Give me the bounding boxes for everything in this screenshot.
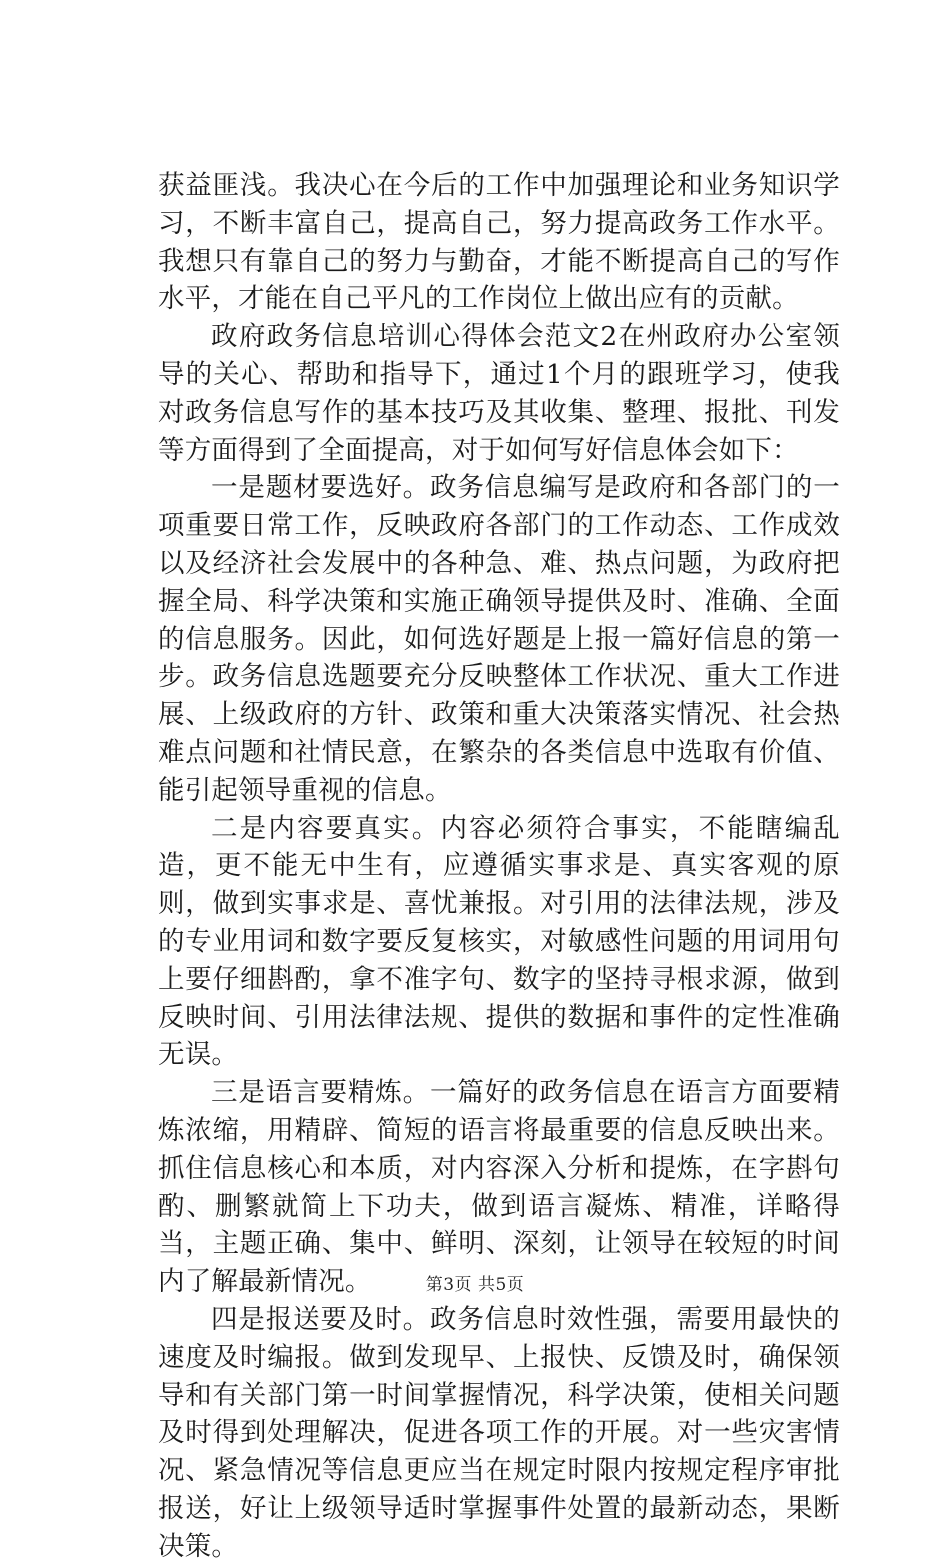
paragraph-2: 政府政务信息培训心得体会范文2在州政府办公室领导的关心、帮助和指导下，通过1个月的跟班学习，使我对政务信息写作的基本技巧及其收集、整理、报批、刊发等方面得到了全面提高，对于如何写好信息体会如下： bbox=[158, 321, 840, 466]
paragraph-5: 三是语言要精炼。一篇好的政务信息在语言方面要精炼浓缩，用精辟、简短的语言将最重要的信息反映出来。抓住信息核心和本质，对内容深入分析和提炼，在字斟句酌、删繁就简上下功夫，做到语言凝炼、精准，详略得当，主题正确、集中、鲜明、深刻，让领导在较短的时间内了解最新情况。 bbox=[158, 1077, 840, 1298]
paragraph-3: 一是题材要选好。政务信息编写是政府和各部门的一项重要日常工作，反映政府各部门的工作动态、工作成效以及经济社会发展中的各种急、难、热点问题，为政府把握全局、科学决策和实施正确领导提供及时、准确、全面的信息服务。因此，如何选好题是上报一篇好信息的第一步。政务信息选题要充分反映整体工作状况、重大工作进展、上级政府的方针、政策和重大决策落实情况、社会热难点问题和社情民意，在繁杂的各类信息中选取有价值、能引起领导重视的信息。 bbox=[158, 472, 840, 806]
paragraph-6: 四是报送要及时。政务信息时效性强，需要用最快的速度及时编报。做到发现早、上报快、反馈及时，确保领导和有关部门第一时间掌握情况，科学决策，使相关问题及时得到处理解决，促进各项工作的开展。对一些灾害情况、紧急情况等信息更应当在规定时限内按规定程序审批报送，好让上级领导适时掌握事件处置的最新动态，果断决策。 bbox=[158, 1303, 840, 1562]
page-number-footer: 第3页 共5页 bbox=[425, 1275, 525, 1295]
body-text bbox=[158, 167, 840, 1565]
paragraph-4: 二是内容要真实。内容必须符合事实，不能瞎编乱造，更不能无中生有，应遵循实事求是、真实客观的原则，做到实事求是、喜忧兼报。对引用的法律法规，涉及的专业用词和数字要反复核实，对敏感性问题的用词用句上要仔细斟酌，拿不准字句、数字的坚持寻根求源，做到反映时间、引用法律法规、提供的数据和事件的定性准确无误。 bbox=[158, 812, 840, 1071]
paragraph-1: 获益匪浅。我决心在今后的工作中加强理论和业务知识学习，不断丰富自己，提高自己，努力提高政务工作水平。我想只有靠自己的努力与勤奋，才能不断提高自己的写作水平，才能在自己平凡的工作岗位上做出应有的贡献。 bbox=[158, 170, 840, 315]
